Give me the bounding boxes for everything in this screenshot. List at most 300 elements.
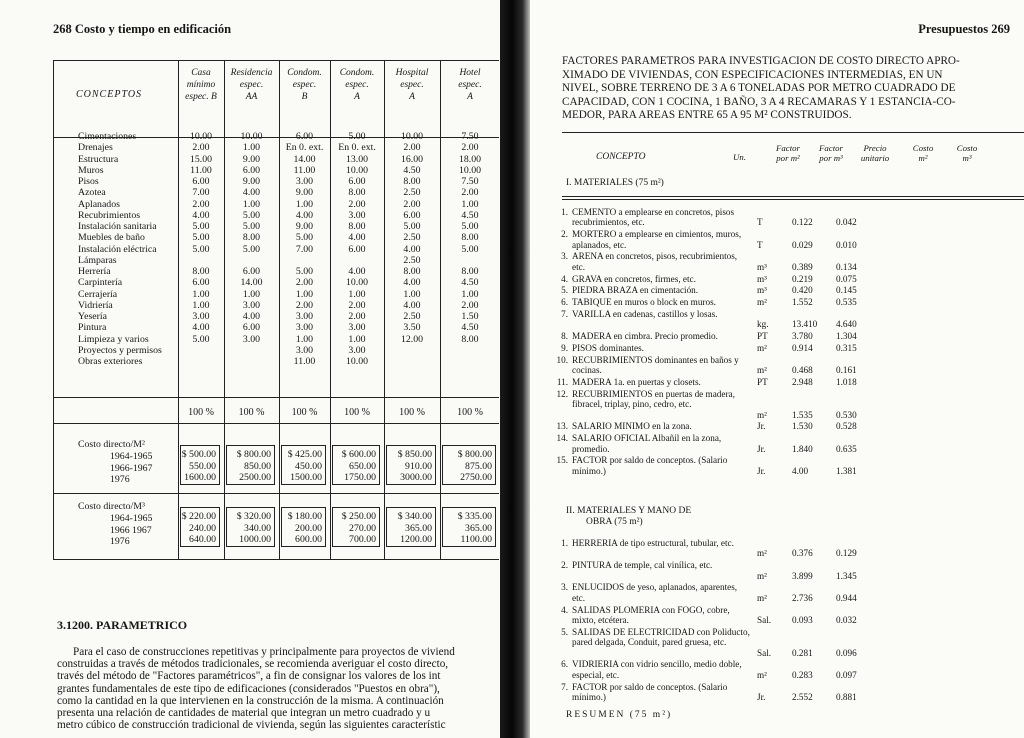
left-page <box>0 0 500 738</box>
cost-year: 1976 <box>110 536 130 547</box>
item-text: VIDRIERIA con vidrio sencillo, medio doble, especial, etc. <box>572 659 742 680</box>
column-header <box>224 67 279 103</box>
table-cell: 7.50 <box>461 131 479 142</box>
item-number: 4. <box>561 273 568 284</box>
column-header-line: A <box>354 92 360 102</box>
table-cell: 2.00 <box>403 142 421 154</box>
list-item <box>552 538 752 548</box>
table-cell: 1.00 <box>192 299 210 311</box>
table-cell: 10.00 <box>345 164 369 176</box>
list-item <box>552 560 752 570</box>
item-factor-m2: 0.029 <box>792 239 813 250</box>
paragraph-line: grantes fundamentales de este tipo de edificaciones (considerados "Puestos en obra"), <box>57 682 440 695</box>
cost-value: $ 320.00 <box>236 511 271 522</box>
table-cell: 1.00 <box>461 198 479 210</box>
row-label: Estructura <box>78 153 119 165</box>
item-factor-m3: 0.075 <box>836 273 857 284</box>
cost-value: 640.00 <box>189 534 216 545</box>
table-cell: 5.00 <box>192 232 210 244</box>
list-item <box>552 331 752 341</box>
col-costo_m3 <box>944 143 990 163</box>
total-percent: 100 % <box>344 407 370 418</box>
table-cell: 5.00 <box>242 243 261 255</box>
table-cell: 11.00 <box>293 356 316 367</box>
col-costo_m2 <box>900 143 946 163</box>
item-factor-m2: 0.283 <box>792 669 813 680</box>
cost-box <box>281 507 326 547</box>
header-rule-bottom-2 <box>562 199 1024 200</box>
item-unit: m³ <box>757 285 767 296</box>
cost-box <box>180 507 220 547</box>
item-factor-m3: 1.304 <box>836 331 857 342</box>
table-cell: 6.00 <box>242 322 261 334</box>
col-header-line: por m² <box>776 153 800 163</box>
item-number: 12. <box>556 388 568 399</box>
col-un: Un. <box>733 152 746 162</box>
item-unit: Sal. <box>757 615 772 625</box>
cost-year: 1966 1967 <box>110 524 152 536</box>
cost-value: 850.00 <box>244 460 271 472</box>
cost-value: 365.00 <box>465 522 492 534</box>
table-cell: 5.00 <box>461 221 479 232</box>
item-unit: Jr. <box>757 443 766 454</box>
column-header <box>384 67 440 103</box>
cost-box <box>332 445 380 485</box>
item-unit: m² <box>757 365 767 376</box>
cost-value: $ 340.00 <box>397 511 432 522</box>
item-factor-m2: 0.420 <box>792 285 813 296</box>
table-cell: 8.00 <box>403 266 421 277</box>
cost-value: 1200.00 <box>400 534 432 545</box>
table-cell: 3.00 <box>295 322 314 334</box>
col-header-line: unitario <box>860 153 890 163</box>
column-header-line: B <box>301 92 308 102</box>
paragraph-line: como la cantidad en la que intervienen en la construcción de la misma. A continuación <box>57 694 444 707</box>
row-label: Muebles de baño <box>78 232 145 244</box>
table-cell: 10.00 <box>400 131 424 142</box>
cost-value: $ 500.00 <box>181 449 216 460</box>
item-factor-m3: 1.018 <box>836 377 857 387</box>
table-cell: 4.00 <box>403 299 421 311</box>
list-item <box>552 659 752 680</box>
item-text: SALARIO OFICIAL Albañil en la zona, promedio. <box>572 433 722 454</box>
table-cell: 10.00 <box>458 164 482 176</box>
item-factor-m3: 0.097 <box>836 669 857 680</box>
total-percent: 100 % <box>188 407 214 418</box>
item-factor-m2: 2.948 <box>792 377 813 387</box>
item-number: 14. <box>556 433 568 444</box>
table-cell: 1.00 <box>403 288 421 300</box>
item-text: RECUBRIMIENTOS en puertas de madera, fibracel, triplay, pino, cedro, etc. <box>572 388 735 410</box>
item-text: CEMENTO a emplearse en concretos, pisos recubrimientos, etc. <box>572 207 735 228</box>
row-label: Aplanados <box>78 198 120 210</box>
item-number: 11. <box>556 377 568 387</box>
item-factor-m2: 1.530 <box>792 421 813 432</box>
cost-year: 1966-1967 <box>110 462 153 474</box>
col-concepto: CONCEPTO <box>596 152 646 162</box>
cost-box <box>386 445 436 485</box>
row-label: Recubrimientos <box>78 209 141 221</box>
item-factor-m2: 4.00 <box>792 465 809 476</box>
table-cell: 2.00 <box>348 198 366 210</box>
item-text: MADERA en cimbra. Precio promedio. <box>572 331 718 342</box>
cost-box <box>226 445 275 485</box>
item-factor-m2: 2.552 <box>792 692 813 702</box>
concepts-header: CONCEPTOS <box>76 89 143 100</box>
table-cell: 8.00 <box>403 176 421 187</box>
item-unit: Jr. <box>757 465 766 476</box>
item-unit: PT <box>757 377 768 387</box>
table-cell: 4.00 <box>403 243 421 255</box>
col-header-line: m² <box>918 153 928 163</box>
item-number: 3. <box>561 251 568 262</box>
item-text: SALIDAS PLOMERIA con FOGO, cobre, mixto, etcétera. <box>572 604 730 625</box>
row-label: Pisos <box>78 176 99 187</box>
column-header-line: Condom. <box>339 68 375 78</box>
item-factor-m2: 0.122 <box>792 217 813 228</box>
item-text: PIEDRA BRAZA en cimentación. <box>572 285 699 296</box>
table-cell: 5.00 <box>242 221 261 232</box>
item-text: HERRERIA de tipo estructural, tubular, etc. <box>572 538 734 548</box>
item-number: 2. <box>561 229 568 240</box>
table-cell: 11.00 <box>293 164 316 176</box>
item-factor-m2: 1.535 <box>792 409 813 420</box>
cost-value: 700.00 <box>349 534 376 545</box>
item-text: VARILLA en cadenas, castillos y losas. <box>572 309 718 319</box>
item-number: 3. <box>561 582 568 593</box>
row-label: Instalación eléctrica <box>78 243 157 255</box>
list-item <box>552 285 752 295</box>
item-unit: T <box>757 239 763 250</box>
table-cell: 6.00 <box>348 176 366 187</box>
row-divider <box>54 397 499 398</box>
cost-value: 650.00 <box>349 460 376 472</box>
item-factor-m3: 0.145 <box>836 285 857 296</box>
item-unit: Jr. <box>757 421 766 432</box>
list-item <box>552 433 752 454</box>
cost-box <box>281 445 326 485</box>
item-factor-m2: 0.281 <box>792 647 813 658</box>
item-unit: m² <box>757 343 767 353</box>
table-cell: 14.00 <box>240 277 263 289</box>
list-item <box>552 377 752 387</box>
column-header-line: espec. <box>292 80 317 90</box>
table-cell: 1.00 <box>295 288 314 300</box>
resumen-heading: RESUMEN (75 m²) <box>566 710 673 720</box>
table-cell: 6.00 <box>192 176 210 187</box>
paragraph-line: Para el caso de construcciones repetitivas y principalmente para proyectos de viviend <box>73 646 455 658</box>
table-cell: 3.50 <box>403 322 421 334</box>
item-text: MADERA 1a. en puertas y closets. <box>572 377 701 387</box>
left-page-header: 268 Costo y tiempo en edificación <box>53 22 232 36</box>
table-cell: 16.00 <box>400 153 424 165</box>
cost-distribution-table <box>53 60 499 560</box>
total-percent: 100 % <box>291 407 318 418</box>
table-cell: 8.00 <box>348 187 366 199</box>
table-cell: 6.00 <box>403 209 421 221</box>
row-label: Azotea <box>78 187 106 199</box>
cost-value: 1750.00 <box>344 472 376 483</box>
paragraph-line: construidas a través de métodos tradicionales, se recomienda averiguar el costo directo, <box>57 658 449 671</box>
col-factor_m3 <box>808 143 854 163</box>
table-cell: 6.00 <box>242 266 261 277</box>
table-cell: 4.50 <box>461 277 479 289</box>
cost-value: 875.00 <box>465 460 492 472</box>
row-label: Limpieza y varios <box>78 333 149 345</box>
cost-value: $ 425.00 <box>287 449 322 460</box>
table-cell: 4.00 <box>348 266 366 277</box>
item-factor-m2: 0.914 <box>792 343 813 353</box>
header-rule-top <box>562 132 1024 133</box>
table-cell: 9.00 <box>295 187 314 199</box>
item-factor-m3: 0.635 <box>836 443 857 454</box>
cost-value: 340.00 <box>244 522 271 534</box>
cost-value: 240.00 <box>189 522 216 534</box>
table-cell: 3.00 <box>295 311 314 322</box>
list-item <box>552 309 752 319</box>
col-header-line: Costo <box>912 143 934 153</box>
table-cell: 3.00 <box>348 322 366 334</box>
row-label: Proyectos y permisos <box>78 344 162 356</box>
item-text: SALIDAS DE ELECTRICIDAD con Poliducto, pared delgada, Conduit, pared gruesa, etc. <box>572 626 750 648</box>
section-paragraph <box>57 646 497 731</box>
table-cell: 2.00 <box>192 198 210 210</box>
table-cell: 1.00 <box>461 288 479 300</box>
table-cell: 4.00 <box>192 322 210 334</box>
cost-value: 3000.00 <box>400 472 432 483</box>
cost-value: $ 250.00 <box>341 511 376 522</box>
table-cell: 5.00 <box>192 243 210 255</box>
title-line: FACTORES PARAMETROS PARA INVESTIGACION DE COSTO DIRECTO APRO- <box>562 55 960 67</box>
table-cell: 8.00 <box>348 221 366 232</box>
item-unit: T <box>757 217 763 228</box>
item-unit: Sal. <box>757 647 772 658</box>
table-cell: 10.00 <box>345 277 369 289</box>
cost-year: 1964-1965 <box>110 513 153 524</box>
column-header-line: Hotel <box>459 68 481 78</box>
list-item <box>552 605 752 626</box>
cost-value: 200.00 <box>295 522 322 534</box>
table-cell: 2.00 <box>295 299 314 311</box>
cost-box <box>442 445 496 485</box>
table-cell: 8.00 <box>461 266 479 277</box>
item-number: 5. <box>561 626 568 637</box>
table-cell: 5.00 <box>242 209 261 221</box>
table-cell: 13.00 <box>345 153 369 165</box>
item-number: 4. <box>561 604 568 615</box>
book-gutter <box>500 0 530 738</box>
section-title: 3.1200. PARAMETRICO <box>57 618 188 632</box>
cost-label: Costo directo/M² <box>78 439 145 450</box>
column-header-line: espec. <box>345 80 369 90</box>
table-cell: 2.50 <box>403 232 421 244</box>
table-cell: 2.00 <box>348 311 366 322</box>
row-label: Drenajes <box>78 142 113 154</box>
column-header-line: espec. <box>458 80 482 90</box>
table-cell: 6.00 <box>295 131 314 142</box>
table-cell: 7.50 <box>461 176 479 187</box>
column-header-line: Condom. <box>287 68 322 78</box>
table-cell: 1.00 <box>295 198 314 210</box>
cost-value: 1600.00 <box>184 472 216 483</box>
total-percent: 100 % <box>399 407 425 418</box>
table-cell: 6.00 <box>242 164 261 176</box>
item-unit: m² <box>757 548 767 559</box>
table-cell: 4.00 <box>242 187 261 199</box>
total-percent: 100 % <box>457 407 483 418</box>
col-header-line: Costo <box>956 143 978 153</box>
row-label: Obras exteriores <box>78 356 143 367</box>
parametric-factors-title <box>562 55 1002 123</box>
table-cell: 1.00 <box>348 333 366 345</box>
item-number: 5. <box>561 285 568 296</box>
row-label: Lámparas <box>78 254 117 266</box>
item-unit: m³ <box>757 261 767 272</box>
item-text: RECUBRIMIENTOS dominantes en baños y cocinas. <box>572 354 739 376</box>
cost-value: $ 800.00 <box>457 449 492 460</box>
table-cell: 8.00 <box>242 232 261 244</box>
list-item <box>552 343 752 353</box>
cost-value: $ 180.00 <box>287 511 322 522</box>
table-cell: 5.00 <box>192 333 210 345</box>
row-label: Vidriería <box>78 299 113 311</box>
total-percent: 100 % <box>238 407 265 418</box>
item-factor-m3: 0.161 <box>836 365 857 376</box>
item-factor-m2: 0.468 <box>792 365 813 376</box>
cost-value: $ 800.00 <box>236 449 271 460</box>
item-number: 7. <box>561 309 568 319</box>
item-number: 7. <box>561 681 568 692</box>
table-cell: 1.00 <box>242 142 261 154</box>
table-cell: 9.00 <box>242 176 261 187</box>
column-header-line: AA <box>245 92 258 102</box>
column-header-line: A <box>467 92 473 102</box>
item-unit: Jr. <box>757 692 766 702</box>
col-header-line: m³ <box>962 153 972 163</box>
item-factor-m2: 0.389 <box>792 261 813 272</box>
table-cell: 4.50 <box>461 209 479 221</box>
cost-box <box>180 445 220 485</box>
column-header-line: espec. <box>239 80 264 90</box>
table-cell: 1.00 <box>348 288 366 300</box>
table-cell: 1.50 <box>461 311 479 322</box>
table-cell: 2.00 <box>348 299 366 311</box>
item-factor-m2: 0.376 <box>792 548 813 559</box>
item-number: 15. <box>556 455 568 466</box>
item-factor-m3: 0.134 <box>836 261 857 272</box>
table-cell: 3.00 <box>348 209 366 221</box>
item-factor-m2: 2.736 <box>792 592 813 603</box>
table-cell: 2.00 <box>461 142 479 154</box>
cost-value: 600.00 <box>295 534 322 545</box>
table-cell: 7.00 <box>295 243 314 255</box>
column-header-line: Casa <box>191 68 211 78</box>
item-number: 1. <box>561 207 568 217</box>
list-item <box>552 682 752 703</box>
cost-value: 1000.00 <box>239 534 271 545</box>
item-unit: kg. <box>757 319 769 330</box>
item-factor-m3: 0.528 <box>836 421 857 432</box>
item-text: PISOS dominantes. <box>572 343 644 353</box>
item-factor-m3: 0.535 <box>836 297 857 308</box>
column-header <box>330 67 384 103</box>
section-materials: I. MATERIALES (75 m²) <box>566 178 664 188</box>
paragraph-line: metro cúbico de construcción tradicional de vivienda, según las siguientes característic <box>57 719 446 732</box>
item-number: 13. <box>556 421 568 432</box>
column-header-line: A <box>409 92 415 102</box>
cost-value: $ 220.00 <box>181 511 216 522</box>
cost-value: 1100.00 <box>460 534 492 545</box>
row-label: Pintura <box>78 322 107 334</box>
column-header <box>279 67 330 103</box>
table-cell: 9.00 <box>242 153 261 165</box>
item-unit: m² <box>757 409 767 420</box>
table-cell: 15.00 <box>189 153 213 165</box>
item-factor-m2: 13.410 <box>792 319 818 330</box>
item-text: ENLUCIDOS de yeso, aplanados, aparentes, etc. <box>572 582 738 603</box>
table-cell: 5.00 <box>295 232 314 244</box>
cost-value: $ 335.00 <box>457 511 492 522</box>
table-cell: 2.50 <box>403 254 421 266</box>
table-cell: 9.00 <box>295 221 314 232</box>
table-cell: 1.00 <box>242 288 261 300</box>
cost-label: Costo directo/M³ <box>78 501 145 512</box>
item-text: PINTURA de temple, cal vinílica, etc. <box>572 560 713 571</box>
column-header-line: espec. <box>400 80 424 90</box>
row-label: Instalación sanitaria <box>78 221 157 232</box>
table-cell: 4.00 <box>348 232 366 244</box>
table-cell: 6.00 <box>192 277 210 289</box>
item-factor-m2: 1.552 <box>792 297 813 308</box>
item-factor-m3: 1.345 <box>836 570 857 581</box>
item-factor-m3: 0.315 <box>836 343 857 353</box>
row-divider <box>54 423 499 424</box>
item-factor-m3: 4.640 <box>836 319 857 330</box>
col-header-line: Factor <box>819 143 843 153</box>
table-cell: 5.00 <box>348 131 366 142</box>
table-cell: 1.00 <box>242 198 261 210</box>
table-cell: 3.00 <box>295 344 314 356</box>
item-factor-m3: 1.381 <box>836 465 857 476</box>
column-header-line: Hospital <box>395 68 429 78</box>
item-factor-m3: 0.096 <box>836 647 857 658</box>
table-cell: 4.50 <box>461 322 479 334</box>
table-cell: 2.00 <box>403 198 421 210</box>
item-factor-m3: 0.944 <box>836 592 857 603</box>
item-factor-m3: 0.032 <box>836 615 857 625</box>
item-number: 6. <box>561 659 568 670</box>
item-unit: m² <box>757 669 767 680</box>
row-label: Cimentaciones <box>78 131 137 142</box>
table-cell: 2.00 <box>192 142 210 154</box>
table-cell: En 0. ext. <box>285 142 324 154</box>
cost-value: 550.00 <box>189 460 216 472</box>
table-cell: 5.00 <box>461 243 479 255</box>
row-label: Carpintería <box>78 277 123 289</box>
cost-value: 910.00 <box>405 460 432 472</box>
table-cell: 7.00 <box>192 187 210 199</box>
item-factor-m3: 0.881 <box>836 692 857 702</box>
cost-value: 2750.00 <box>460 472 492 483</box>
list-item <box>552 297 752 307</box>
row-divider <box>54 493 499 494</box>
cost-year: 1964-1965 <box>110 451 153 462</box>
table-cell: 2.50 <box>403 187 421 199</box>
item-text: SALARIO MINIMO en la zona. <box>572 421 692 432</box>
right-page-header: Presupuestos 269 <box>918 22 1010 36</box>
item-unit: m² <box>757 592 767 603</box>
table-cell: 10.00 <box>240 131 263 142</box>
